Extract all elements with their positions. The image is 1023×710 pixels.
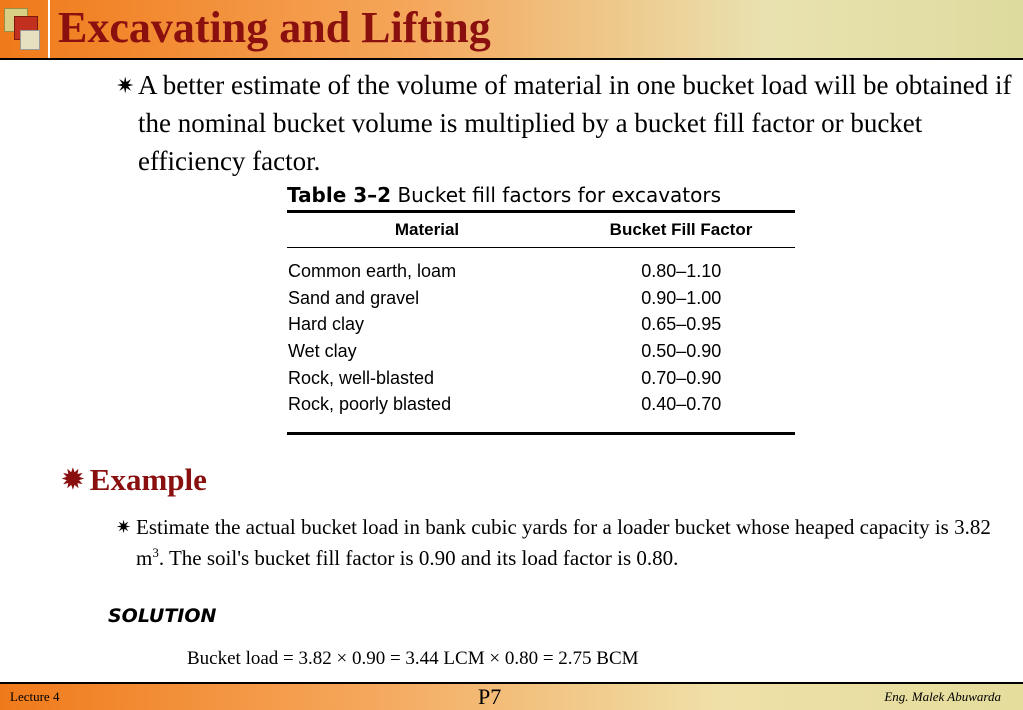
fill-factor-cell: 0.65–0.95 [641, 314, 722, 335]
fill-factor-cell: 0.80–1.10 [641, 260, 722, 281]
solution-label: SOLUTION [108, 605, 217, 627]
material-cell: Rock, poorly blasted [288, 394, 452, 415]
fill-factor-cell: 0.90–1.00 [641, 287, 722, 308]
example-text [136, 512, 1011, 574]
fill-factor-cell: 0.40–0.70 [641, 394, 722, 415]
cubic-superscript: 3 [152, 545, 159, 560]
footer-lecture: Lecture 4 [10, 689, 60, 704]
table-bottom-rule [287, 432, 795, 435]
intro-text: A better estimate of the volume of material in one bucket load will be obtained if the nominal bucket volume is multiplied by a bucket fill factor or bucket efficiency factor. [138, 70, 1012, 176]
example-text-end: . The soil's bucket fill factor is 0.90 and its load factor is 0.80. [158, 546, 679, 570]
footer-author: Eng. Malek Abuwarda [884, 689, 1001, 704]
example-text-main: Estimate the actual bucket load in bank cubic yards for a loader bucket whose heaped capacity is 3.82 m [136, 515, 991, 570]
footer-bar [0, 682, 1023, 710]
title-divider [48, 0, 50, 58]
material-cell: Common earth, loam [288, 260, 457, 281]
star-bullet-icon: ✷ [116, 73, 135, 98]
table-caption [287, 180, 795, 210]
slide-title: Excavating and Lifting [58, 3, 491, 52]
table-caption-text: Bucket fill factors for excavators [391, 183, 722, 207]
table-caption-number: Table 3–2 [287, 183, 392, 207]
example-bullet [116, 512, 1011, 574]
table-row [287, 338, 795, 365]
table-body [287, 248, 795, 432]
column-header-material: Material [394, 220, 460, 239]
table-row [287, 258, 795, 285]
footer-page-number: P7 [478, 684, 502, 709]
star-bullet-icon: ✹ [62, 465, 84, 494]
fill-factor-cell: 0.70–0.90 [641, 367, 722, 388]
slide-logo-icon [4, 8, 44, 54]
table-row [287, 391, 795, 418]
intro-bullet [116, 66, 1016, 180]
table-row [287, 365, 795, 392]
table-row [287, 285, 795, 312]
material-cell: Wet clay [288, 340, 357, 361]
fill-factor-cell: 0.50–0.90 [641, 340, 722, 361]
solution-formula: Bucket load = 3.82 × 0.90 = 3.44 LCM × 0.80 = 2.75 BCM [187, 648, 639, 669]
table-header [287, 213, 795, 247]
material-cell: Rock, well-blasted [288, 367, 435, 388]
example-heading-text: Example [89, 462, 207, 497]
table-row [287, 311, 795, 338]
fill-factor-table [287, 180, 795, 435]
star-bullet-icon: ✷ [116, 517, 132, 537]
column-header-fill-factor: Bucket Fill Factor [609, 220, 753, 239]
material-cell: Sand and gravel [288, 287, 420, 308]
title-bar [0, 0, 1023, 60]
material-cell: Hard clay [288, 314, 365, 335]
example-heading [62, 462, 207, 498]
